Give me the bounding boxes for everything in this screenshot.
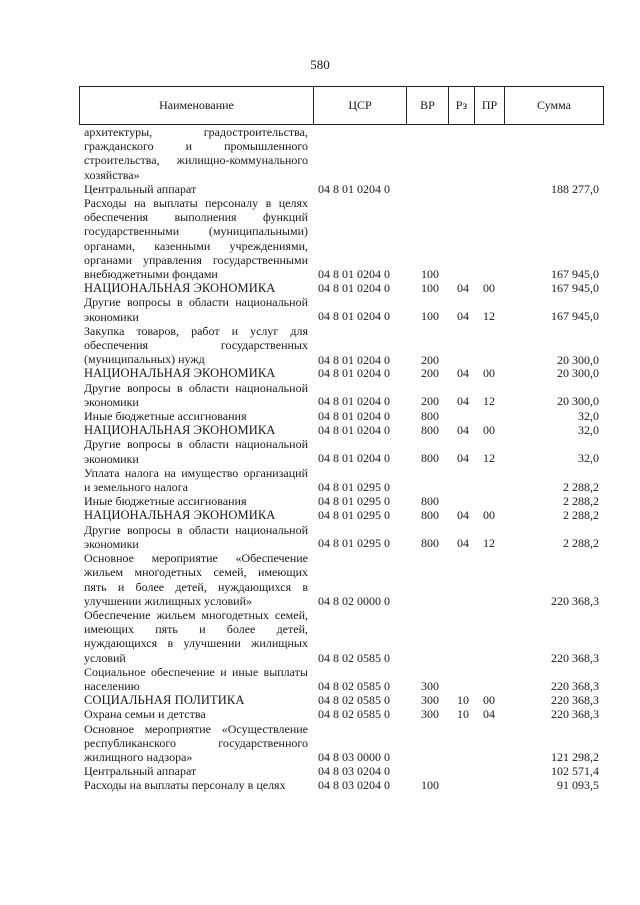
table-row <box>0 764 640 778</box>
row-rz: 10 <box>457 692 469 707</box>
row-csr: 04 8 01 0295 0 <box>318 494 390 509</box>
row-sum: 32,0 <box>578 423 599 438</box>
table-row <box>0 125 640 182</box>
row-name: Иные бюджетные ассигнования <box>84 409 247 424</box>
row-csr: 04 8 01 0204 0 <box>318 309 390 324</box>
table-header <box>79 86 604 125</box>
header-vr: ВР <box>407 87 449 125</box>
row-rz: 04 <box>457 281 469 296</box>
row-csr: 04 8 01 0204 0 <box>318 394 390 409</box>
table-row <box>0 608 640 665</box>
table-row <box>0 707 640 721</box>
row-sum: 20 300,0 <box>557 366 599 381</box>
row-sum: 32,0 <box>578 408 599 423</box>
row-rz: 04 <box>457 451 469 466</box>
row-rz: 04 <box>457 394 469 409</box>
row-rz: 04 <box>457 508 469 523</box>
row-name: НАЦИОНАЛЬНАЯ ЭКОНОМИКА <box>84 508 276 523</box>
row-name: НАЦИОНАЛЬНАЯ ЭКОНОМИКА <box>84 281 276 296</box>
row-vr: 300 <box>421 692 439 707</box>
table-row <box>0 693 640 707</box>
row-sum: 2 288,2 <box>563 508 599 523</box>
row-name: Социальное обеспечение и иные выплаты населению <box>84 664 308 693</box>
row-csr: 04 8 01 0204 0 <box>318 352 390 367</box>
row-csr: 04 8 01 0295 0 <box>318 536 390 551</box>
row-rz: 04 <box>457 366 469 381</box>
row-vr: 100 <box>421 281 439 296</box>
row-vr: 300 <box>421 678 439 693</box>
row-name: Другие вопросы в области национальной экономики <box>84 295 308 324</box>
row-name: НАЦИОНАЛЬНАЯ ЭКОНОМИКА <box>84 423 276 438</box>
row-sum: 220 368,3 <box>551 678 599 693</box>
row-sum: 220 368,3 <box>551 707 599 722</box>
row-vr: 800 <box>421 408 439 423</box>
table-row <box>0 295 640 323</box>
row-pr: 00 <box>483 281 495 296</box>
row-pr: 12 <box>483 309 495 324</box>
table-row <box>0 423 640 437</box>
row-name: Расходы на выплаты персоналу в целях <box>84 778 286 793</box>
row-csr: 04 8 03 0000 0 <box>318 750 390 765</box>
table-row <box>0 508 640 522</box>
row-csr: 04 8 03 0204 0 <box>318 778 390 793</box>
row-csr: 04 8 02 0000 0 <box>318 593 390 608</box>
row-vr: 800 <box>421 423 439 438</box>
row-csr: 04 8 02 0585 0 <box>318 707 390 722</box>
table-row <box>0 366 640 380</box>
table-row <box>0 437 640 465</box>
row-sum: 20 300,0 <box>557 394 599 409</box>
row-sum: 167 945,0 <box>551 266 599 281</box>
row-csr: 04 8 03 0204 0 <box>318 763 390 778</box>
row-sum: 102 571,4 <box>551 763 599 778</box>
row-csr: 04 8 01 0204 0 <box>318 266 390 281</box>
row-name: Расходы на выплаты персоналу в целях обеспечения выполнения функций государственными (муниципальными) органами, казенными учреждениями, органами управления государственными внебюджетными фондами <box>84 196 308 282</box>
row-name: Основное мероприятие «Осуществление республиканского государственного жилищного надзора» <box>84 721 308 764</box>
row-csr: 04 8 01 0204 0 <box>318 408 390 423</box>
row-name: Другие вопросы в области национальной экономики <box>84 522 308 551</box>
table-row <box>0 196 640 281</box>
row-rz: 04 <box>457 536 469 551</box>
row-sum: 121 298,2 <box>551 750 599 765</box>
row-sum: 220 368,3 <box>551 692 599 707</box>
row-pr: 00 <box>483 692 495 707</box>
row-sum: 220 368,3 <box>551 650 599 665</box>
row-sum: 20 300,0 <box>557 352 599 367</box>
table-row <box>0 722 640 765</box>
row-csr: 04 8 02 0585 0 <box>318 692 390 707</box>
table-row <box>0 551 640 608</box>
row-name: Другие вопросы в области национальной экономики <box>84 380 308 409</box>
row-sum: 167 945,0 <box>551 309 599 324</box>
row-vr: 800 <box>421 494 439 509</box>
table-row <box>0 778 640 792</box>
row-sum: 220 368,3 <box>551 593 599 608</box>
row-csr: 04 8 01 0204 0 <box>318 451 390 466</box>
row-pr: 00 <box>483 508 495 523</box>
row-name: Охрана семьи и детства <box>84 707 206 722</box>
table-row <box>0 523 640 551</box>
row-name: Центральный аппарат <box>84 181 197 196</box>
row-name: Обеспечение жильем многодетных семей, имеющих пять и более детей, нуждающихся в улучшении жилищных условий <box>84 607 308 665</box>
row-pr: 12 <box>483 451 495 466</box>
row-name: Уплата налога на имущество организаций и земельного налога <box>84 465 308 495</box>
table-row <box>0 665 640 693</box>
row-rz: 04 <box>457 309 469 324</box>
row-name: НАЦИОНАЛЬНАЯ ЭКОНОМИКА <box>84 366 276 381</box>
header-name: Наименование <box>80 87 314 125</box>
row-name: Другие вопросы в области национальной экономики <box>84 437 308 466</box>
row-name: СОЦИАЛЬНАЯ ПОЛИТИКА <box>84 693 245 708</box>
row-sum: 2 288,2 <box>563 494 599 509</box>
row-sum: 91 093,5 <box>557 778 599 793</box>
row-pr: 00 <box>483 423 495 438</box>
row-vr: 200 <box>421 394 439 409</box>
row-vr: 300 <box>421 707 439 722</box>
row-vr: 100 <box>421 778 439 793</box>
row-csr: 04 8 01 0295 0 <box>318 479 390 494</box>
row-vr: 200 <box>421 366 439 381</box>
row-pr: 04 <box>483 707 495 722</box>
row-pr: 00 <box>483 366 495 381</box>
row-name: Основное мероприятие «Обеспечение жильем многодетных семей, имеющих пять и более детей, нуждающихся в улучшении жилищных условий» <box>84 551 308 608</box>
page-number: 580 <box>310 57 330 72</box>
row-vr: 100 <box>421 266 439 281</box>
row-pr: 12 <box>483 394 495 409</box>
row-csr: 04 8 01 0295 0 <box>318 508 390 523</box>
row-sum: 167 945,0 <box>551 281 599 296</box>
table-row <box>0 182 640 196</box>
row-vr: 800 <box>421 536 439 551</box>
header-csr: ЦСР <box>314 87 407 125</box>
table-row <box>0 494 640 508</box>
header-rz: Рз <box>449 87 475 125</box>
table-row <box>0 381 640 409</box>
row-csr: 04 8 01 0204 0 <box>318 181 390 196</box>
row-csr: 04 8 01 0204 0 <box>318 281 390 296</box>
row-csr: 04 8 02 0585 0 <box>318 650 390 665</box>
table-body <box>0 125 640 793</box>
row-name: Центральный аппарат <box>84 764 197 779</box>
row-rz: 10 <box>457 707 469 722</box>
row-vr: 100 <box>421 309 439 324</box>
header-pr: ПР <box>475 87 505 125</box>
row-sum: 188 277,0 <box>551 181 599 196</box>
row-csr: 04 8 01 0204 0 <box>318 423 390 438</box>
table-row <box>0 466 640 494</box>
header-sum: Сумма <box>505 87 604 125</box>
row-csr: 04 8 02 0585 0 <box>318 678 390 693</box>
row-vr: 800 <box>421 451 439 466</box>
row-vr: 800 <box>421 508 439 523</box>
row-pr: 12 <box>483 536 495 551</box>
table-row <box>0 409 640 423</box>
table-row <box>0 281 640 295</box>
row-sum: 2 288,2 <box>563 536 599 551</box>
table-row <box>0 324 640 367</box>
row-name: Иные бюджетные ассигнования <box>84 494 247 509</box>
row-csr: 04 8 01 0204 0 <box>318 366 390 381</box>
row-sum: 2 288,2 <box>563 479 599 494</box>
row-name: Закупка товаров, работ и услуг для обеспечения государственных (муниципальных) нужд <box>84 323 308 367</box>
row-rz: 04 <box>457 423 469 438</box>
row-vr: 200 <box>421 352 439 367</box>
row-name: архитектуры, градостроительства, гражданского и промышленного строительства, жилищно-коммунального хозяйства» <box>84 125 308 182</box>
row-sum: 32,0 <box>578 451 599 466</box>
